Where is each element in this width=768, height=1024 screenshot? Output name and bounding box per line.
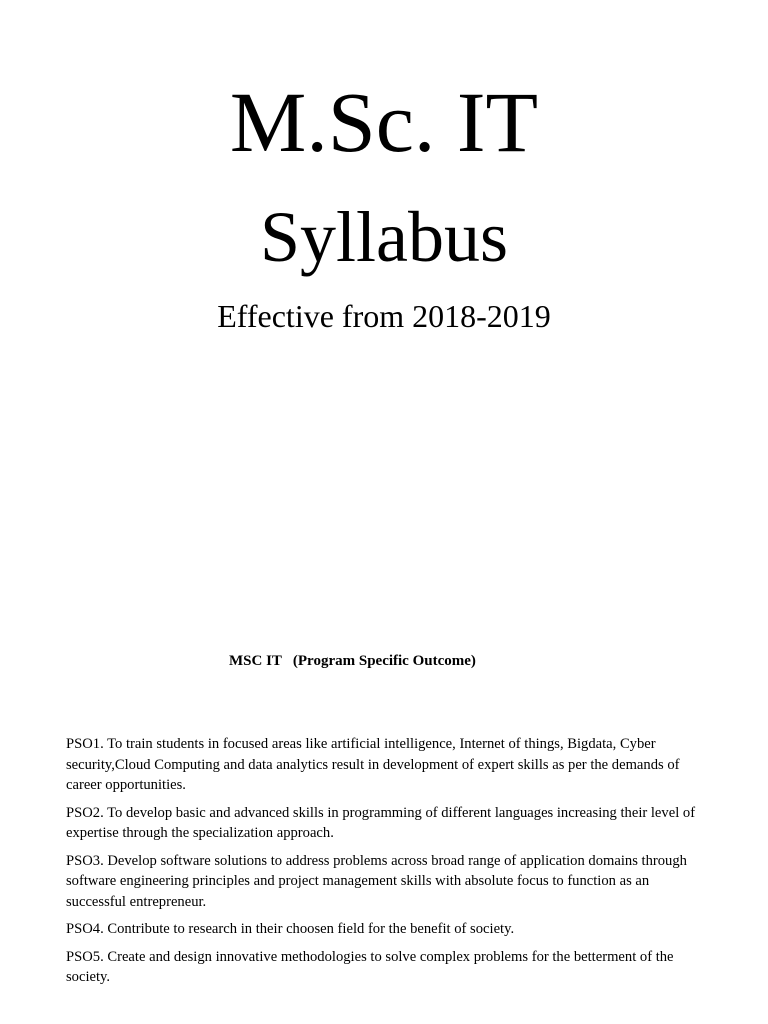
- pso-list: [66, 734, 706, 995]
- document-title: M.Sc. IT: [229, 74, 539, 170]
- pso-heading: MSC IT (Program Specific Outcome): [229, 653, 476, 669]
- document-subtitle: Syllabus: [259, 197, 509, 277]
- pso-item-1: PSO1. To train students in focused areas like artificial intelligence, Internet of things, Bigdata, Cyber security,Cloud Computing and data analytics result in development of expert skills as per the demands of career opportunities.: [66, 736, 680, 793]
- effective-date: Effective from 2018-2019: [217, 298, 551, 334]
- pso-item-2: PSO2. To develop basic and advanced skills in programming of different languages increasing their level of expertise through the specialization approach.: [66, 804, 696, 841]
- pso-item-3: PSO3. Develop software solutions to address problems across broad range of application domains through software engineering principles and project management skills with absolute focus to function as an successful entrepreneur.: [66, 852, 687, 910]
- pso-item-4: PSO4. Contribute to research in their choosen field for the benefit of society.: [66, 921, 515, 937]
- pso-item-5: PSO5. Create and design innovative methodologies to solve complex problems for the betterment of the society.: [66, 948, 674, 985]
